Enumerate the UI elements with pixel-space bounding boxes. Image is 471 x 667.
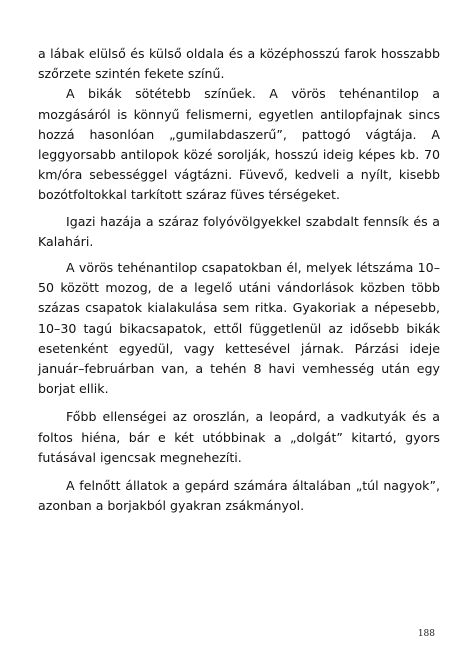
paragraph-3: Igazi hazája a száraz folyóvölgyekkel szabdalt fennsík és a Kalahári. bbox=[38, 213, 440, 249]
paragraph-2: A bikák sötétebb színűek. A vörös tehénantilop a mozgásáról is könnyű felismerni, egyetlen antilopfajnak sincs hozzá hasonlóan „gumilabdaszerű”, pattogó vágtája. A leggyorsabb antilopok közé sorolják, hosszú ideig képes kb. 70 km/óra sebességgel vágtázni. Füvevő, kedveli a nyílt, kisebb bozótfoltokkal tarkított száraz füves térségeket. bbox=[38, 86, 440, 203]
page-body bbox=[38, 44, 440, 516]
paragraph-5: Főbb ellenségei az oroszlán, a leopárd, a vadkutyák és a foltos hiéna, bár e két utóbbinak a „dolgát” kitartó, gyors futásával igencsak megnehezíti. bbox=[38, 409, 440, 465]
paragraph-1: a lábak elülső és külső oldala és a középhosszú farok hosszabb szőrzete szintén fekete színű. bbox=[38, 46, 440, 82]
paragraph-6: A felnőtt állatok a gepárd számára általában „túl nagyok”, azonban a borjakból gyakran zsákmányol. bbox=[38, 478, 440, 514]
paragraph-4: A vörös tehénantilop csapatokban él, melyek létszáma 10–50 között mozog, de a legelő utáni vándorlások közben több százas csapatok kialakulása sem ritka. Gyakoriak a népesebb, 10–30 tagú bikacsapatok, ettől függetlenül az idősebb bikák esetenként egyedül, vagy kettesével járnak. Párzási ideje január–februárban van, a tehén 8 havi vemhesség után egy borjat ellik. bbox=[38, 260, 440, 397]
page-number: 188 bbox=[417, 629, 435, 639]
